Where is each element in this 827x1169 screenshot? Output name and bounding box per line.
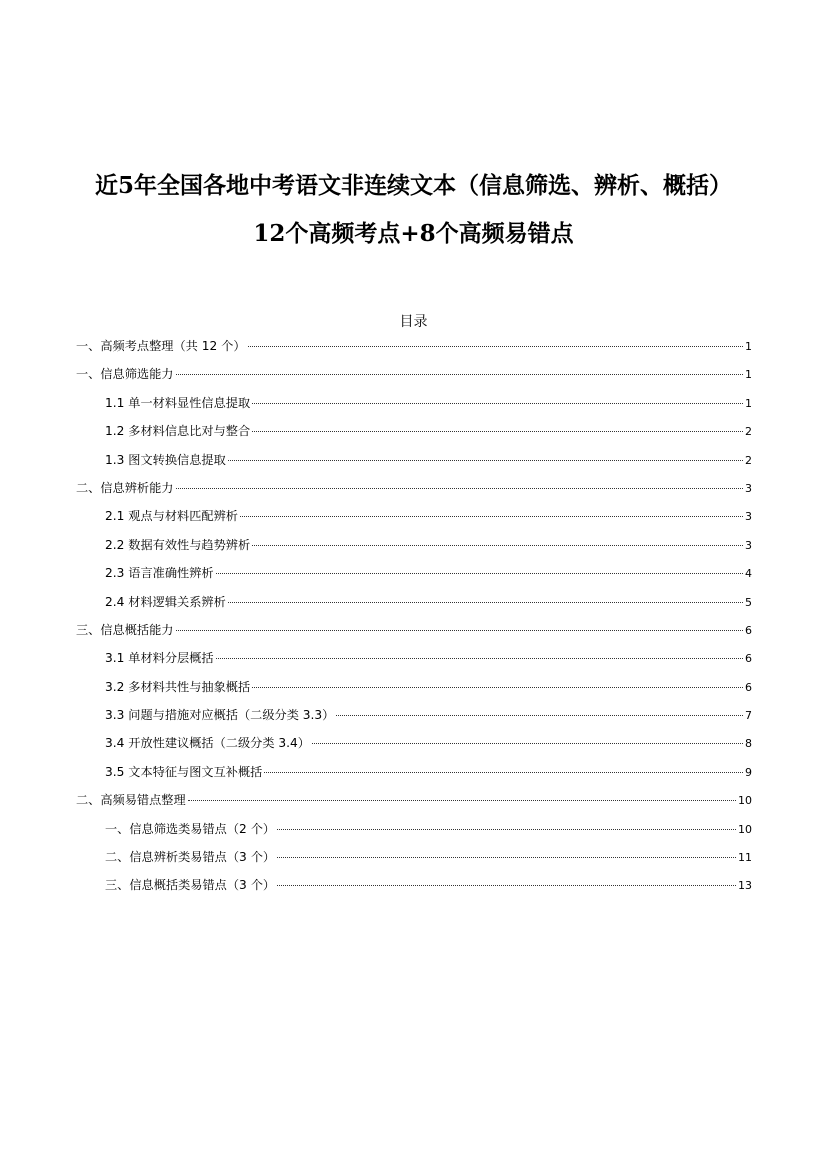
toc-entry[interactable] — [76, 593, 752, 621]
toc-dot-leader — [252, 687, 743, 688]
toc-entry-label: 2.1 观点与材料匹配辨析 — [105, 509, 238, 524]
toc-entry-label: 一、信息筛选能力 — [76, 367, 174, 382]
toc-entry[interactable] — [76, 422, 752, 450]
toc-dot-leader — [240, 516, 743, 517]
toc-dot-leader — [277, 885, 736, 886]
toc-dot-leader — [277, 829, 736, 830]
toc-dot-leader — [264, 772, 743, 773]
toc-entry[interactable] — [76, 649, 752, 677]
toc-dot-leader — [248, 346, 743, 347]
toc-entry-page-number: 10 — [738, 822, 752, 836]
toc-dot-leader — [216, 573, 743, 574]
toc-entry-page-number: 13 — [738, 879, 752, 893]
document-title-line-1: 近5年全国各地中考语文非连续文本（信息筛选、辨析、概括） — [94, 172, 732, 199]
toc-entry[interactable] — [76, 536, 752, 564]
toc-dot-leader — [277, 857, 736, 858]
toc-dot-leader — [312, 743, 743, 744]
toc-entry-label: 一、高频考点整理（共 12 个） — [76, 339, 246, 353]
toc-entry[interactable] — [76, 564, 752, 592]
toc-entry-page-number: 7 — [745, 709, 752, 723]
toc-entry-page-number: 5 — [745, 595, 752, 609]
toc-entry[interactable] — [76, 337, 752, 365]
toc-entry-page-number: 1 — [745, 396, 752, 410]
toc-entry-page-number: 2 — [745, 453, 752, 467]
toc-entry-page-number: 2 — [745, 425, 752, 439]
toc-dot-leader — [228, 460, 743, 461]
toc-entry-page-number: 3 — [745, 510, 752, 524]
toc-entry-page-number: 4 — [745, 567, 752, 581]
toc-dot-leader — [176, 488, 744, 489]
toc-entry[interactable] — [76, 365, 752, 393]
toc-entry-label: 三、信息概括能力 — [76, 622, 174, 637]
toc-entry-label: 3.4 开放性建议概括（二级分类 3.4） — [105, 736, 310, 751]
toc-dot-leader — [336, 715, 743, 716]
toc-entry[interactable] — [76, 479, 752, 507]
toc-entry-page-number: 1 — [745, 368, 752, 382]
toc-entry-label: 二、高频易错点整理 — [76, 793, 186, 808]
toc-entry-page-number: 10 — [738, 794, 752, 808]
toc-entry[interactable] — [76, 678, 752, 706]
toc-dot-leader — [228, 602, 743, 603]
toc-dot-leader — [176, 630, 744, 631]
toc-entry-page-number: 9 — [745, 765, 752, 779]
toc-entry-label: 1.3 图文转换信息提取 — [105, 452, 226, 467]
toc-entry[interactable] — [76, 791, 752, 819]
toc-entry-label: 1.2 多材料信息比对与整合 — [105, 424, 251, 439]
toc-entry-label: 3.1 单材料分层概括 — [105, 651, 214, 666]
toc-entry-label: 二、信息辨析类易错点（3 个） — [105, 850, 276, 865]
toc-entry[interactable] — [76, 394, 752, 422]
toc-entry[interactable] — [76, 507, 752, 535]
toc-entry[interactable] — [76, 820, 752, 848]
toc-entry[interactable] — [76, 763, 752, 791]
toc-dot-leader — [252, 545, 743, 546]
toc-dot-leader — [252, 403, 743, 404]
toc-entry-label: 三、信息概括类易错点（3 个） — [105, 878, 276, 893]
toc-entry-page-number: 6 — [745, 623, 752, 637]
toc-entry[interactable] — [76, 734, 752, 762]
toc-entry-label: 3.5 文本特征与图文互补概括 — [105, 764, 263, 779]
toc-entry-page-number: 3 — [745, 481, 752, 495]
toc-dot-leader — [216, 658, 743, 659]
toc-entry-label: 二、信息辨析能力 — [76, 480, 174, 495]
toc-entry-page-number: 6 — [745, 652, 752, 666]
toc-entry-page-number: 1 — [745, 340, 752, 353]
toc-entry-page-number: 6 — [745, 680, 752, 694]
toc-dot-leader — [252, 431, 743, 432]
toc-entry[interactable] — [76, 848, 752, 876]
toc-entry-page-number: 3 — [745, 538, 752, 552]
toc-entry-label: 2.4 材料逻辑关系辨析 — [105, 594, 226, 609]
toc-entry-page-number: 8 — [745, 737, 752, 751]
toc-entry[interactable] — [76, 451, 752, 479]
toc-entry-label: 1.1 单一材料显性信息提取 — [105, 395, 251, 410]
document-title-line-2: 12个高频考点+8个高频易错点 — [253, 220, 574, 247]
toc-dot-leader — [176, 374, 744, 375]
toc-entry-label: 2.3 语言准确性辨析 — [105, 566, 214, 581]
toc-entry[interactable] — [76, 706, 752, 734]
toc-entry-page-number: 11 — [738, 851, 752, 865]
toc-entry-label: 一、信息筛选类易错点（2 个） — [105, 821, 276, 836]
toc-entry-label: 2.2 数据有效性与趋势辨析 — [105, 537, 251, 552]
toc-entry[interactable] — [76, 621, 752, 649]
toc-entry-label: 3.3 问题与措施对应概括（二级分类 3.3） — [105, 708, 335, 723]
toc-heading: 目录 — [399, 314, 428, 330]
toc-dot-leader — [188, 800, 736, 801]
toc-entry-label: 3.2 多材料共性与抽象概括 — [105, 679, 251, 694]
table-of-contents — [76, 337, 752, 905]
toc-entry[interactable] — [76, 876, 752, 904]
